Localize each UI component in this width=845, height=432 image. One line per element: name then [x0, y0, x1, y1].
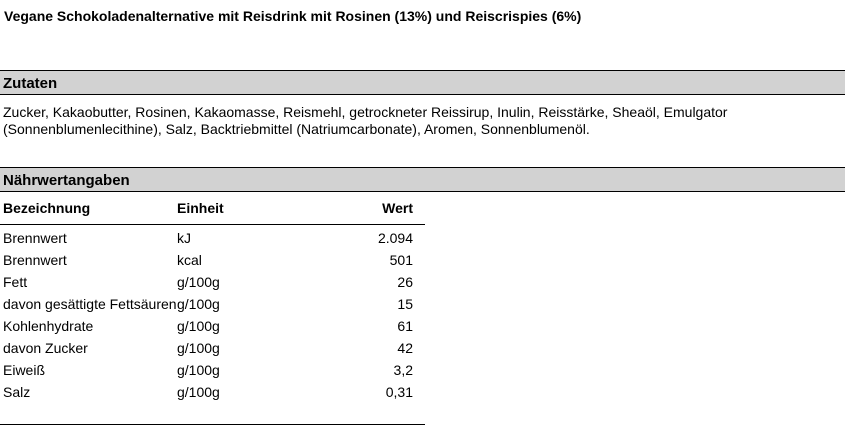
row-spacer	[413, 357, 425, 379]
ingredients-text: Zucker, Kakaobutter, Rosinen, Kakaomasse, Reismehl, getrockneter Reissirup, Inulin, Reisstärke, Sheaöl, Emulgator (Sonnenblumenlecithine), Salz, Backtriebmittel (Natriumcarbonate), Aromen, Sonnenblumenöl.	[3, 104, 728, 137]
row-name: Brennwert	[3, 230, 67, 246]
row-spacer	[413, 225, 425, 248]
row-value: 42	[397, 340, 413, 356]
row-name: Fett	[3, 274, 28, 290]
row-spacer	[413, 313, 425, 335]
row-value: 2.094	[377, 230, 413, 246]
row-value: 15	[397, 296, 413, 312]
row-name: davon gesättigte Fettsäuren	[3, 296, 177, 312]
zutaten-heading: Zutaten	[3, 75, 58, 92]
table-bottom-rule	[0, 424, 425, 425]
column-header-unit: Einheit	[177, 200, 224, 216]
table-row	[0, 335, 425, 357]
row-unit: kJ	[177, 230, 191, 246]
row-spacer	[413, 291, 425, 313]
row-value: 501	[389, 252, 413, 268]
table-row	[0, 357, 425, 379]
row-unit: g/100g	[177, 274, 220, 290]
row-value: 26	[397, 274, 413, 290]
row-unit: g/100g	[177, 384, 220, 400]
naehrwert-heading: Nährwertangaben	[3, 172, 130, 189]
table-row	[0, 379, 425, 401]
row-name: Brennwert	[3, 252, 67, 268]
row-unit: g/100g	[177, 318, 220, 334]
table-row	[0, 225, 425, 248]
naehrwert-section-header	[0, 167, 845, 192]
row-value: 0,31	[385, 384, 413, 400]
row-value: 3,2	[393, 362, 413, 378]
row-spacer	[413, 335, 425, 357]
zutaten-section-header	[0, 70, 845, 95]
column-header-name: Bezeichnung	[3, 200, 91, 216]
row-value: 61	[397, 318, 413, 334]
row-name: Salz	[3, 384, 31, 400]
table-row	[0, 291, 425, 313]
table-row	[0, 247, 425, 269]
nutrition-table	[0, 200, 425, 401]
row-name: Eiweiß	[3, 362, 46, 378]
table-row	[0, 269, 425, 291]
row-unit: g/100g	[177, 296, 220, 312]
row-name: Kohlenhydrate	[3, 318, 94, 334]
row-unit: g/100g	[177, 340, 220, 356]
row-unit: g/100g	[177, 362, 220, 378]
nutrition-header-row	[0, 200, 425, 225]
table-row	[0, 313, 425, 335]
column-header-spacer	[413, 200, 425, 225]
row-name: davon Zucker	[3, 340, 88, 356]
column-header-value: Wert	[382, 200, 413, 216]
row-spacer	[413, 379, 425, 401]
row-spacer	[413, 247, 425, 269]
row-spacer	[413, 269, 425, 291]
product-title: Vegane Schokoladenalternative mit Reisdrink mit Rosinen (13%) und Reiscrispies (6%)	[4, 8, 582, 24]
row-unit: kcal	[177, 252, 202, 268]
